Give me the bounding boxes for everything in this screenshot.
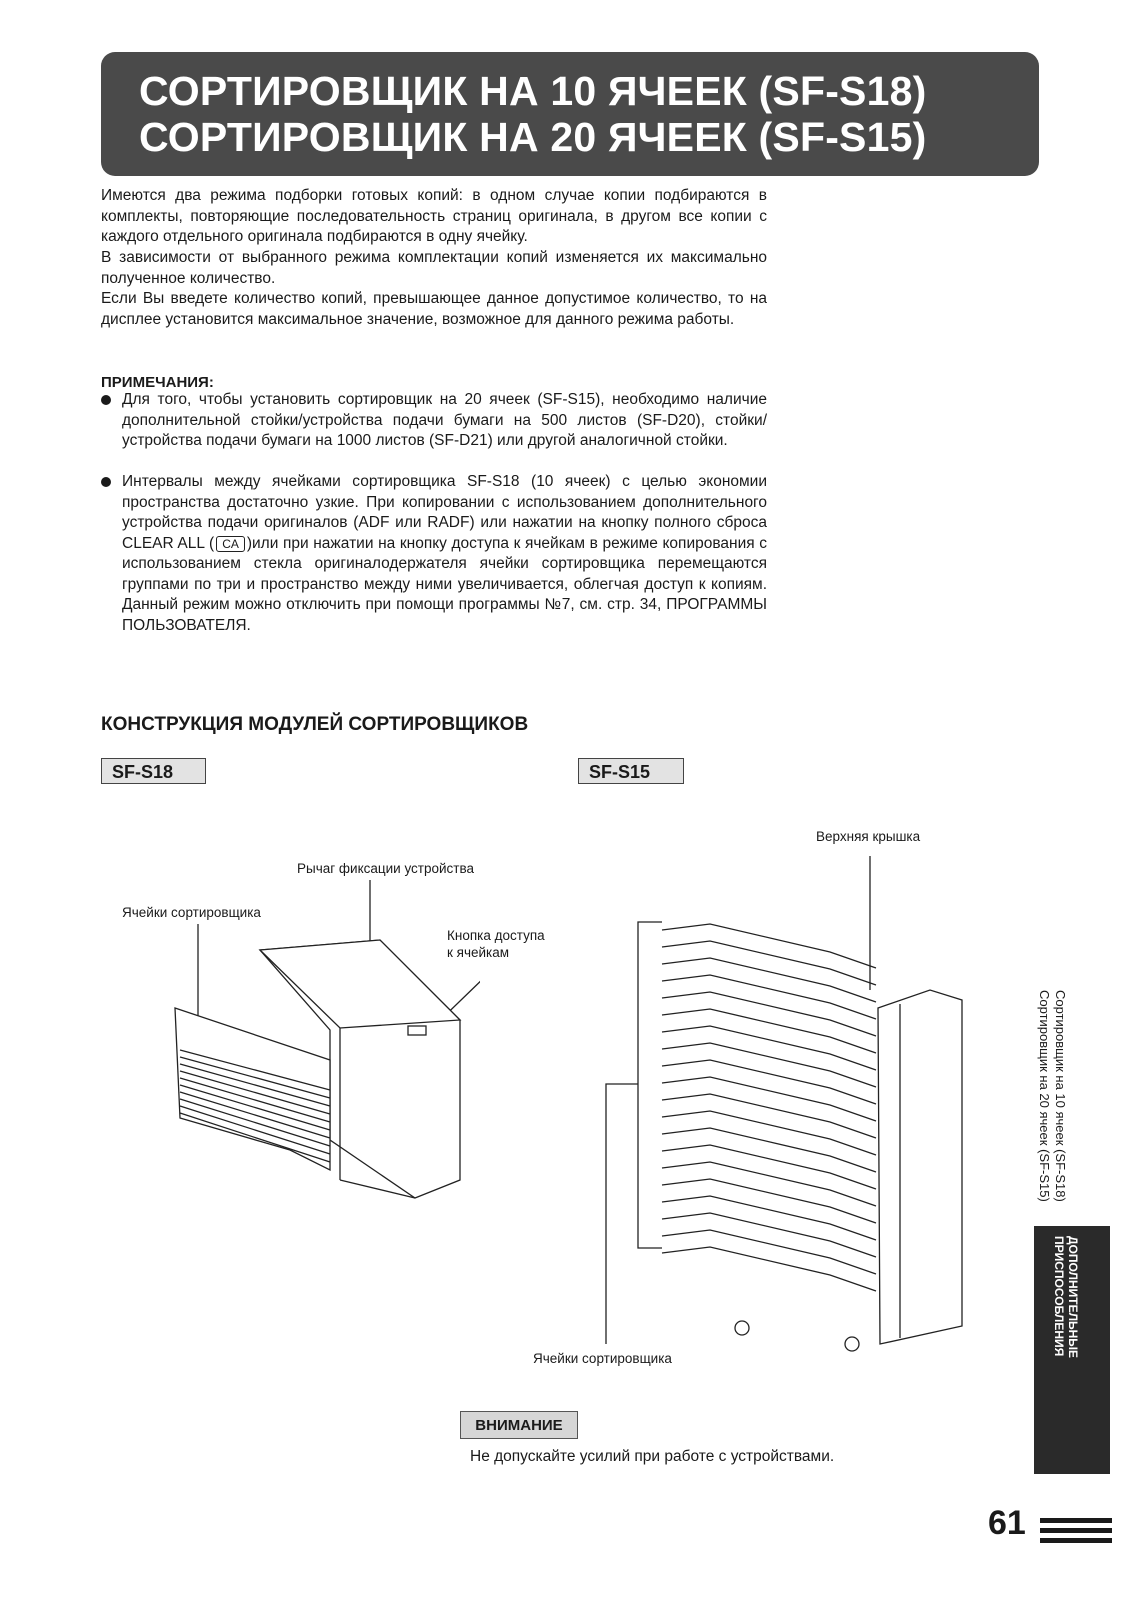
bracket-bins xyxy=(638,922,662,1248)
callout-access-button-1: Кнопка доступа xyxy=(447,928,545,943)
sorter-bin-tray xyxy=(662,1179,876,1223)
page-number-bar xyxy=(1040,1538,1112,1543)
page-number-bar xyxy=(1040,1518,1112,1523)
sorter-bin-tray xyxy=(662,1162,876,1206)
clear-all-key-icon: CA xyxy=(216,536,245,552)
sorter-bin-tray xyxy=(662,1111,876,1155)
warning-label: ВНИМАНИЕ xyxy=(460,1411,578,1439)
sorter-bin-tray xyxy=(662,1009,876,1053)
page-number: 61 xyxy=(988,1504,1026,1542)
access-button xyxy=(408,1026,426,1035)
side-chapter-tab xyxy=(1034,1226,1110,1474)
sorter-sf-s15-illustration xyxy=(600,830,980,1360)
sorter-bin-tray xyxy=(662,1145,876,1189)
title-banner xyxy=(101,52,1039,176)
intro-paragraph-3: Если Вы введете количество копий, превышающее данное допустимое количество, то на дисплее установится максимальное значение, возможное для данного режима работы. xyxy=(101,290,767,328)
side-caption-line-1: Сортировщик на 10 ячеек (SF-S18) xyxy=(1053,990,1068,1202)
sorter-bin-tray xyxy=(662,1128,876,1172)
bullet-icon xyxy=(101,477,111,487)
callout-top-cover: Верхняя крышка xyxy=(816,829,921,844)
side-tab-line-2: ПРИСПОСОБЛЕНИЯ xyxy=(1052,1236,1066,1357)
warning-text: Не допускайте усилий при работе с устройствами. xyxy=(470,1448,835,1465)
sorter-bin-tray xyxy=(662,1213,876,1257)
page-number-bar xyxy=(1040,1528,1112,1533)
title-line-1: СОРТИРОВЩИК НА 10 ЯЧЕЕК (SF-S18) xyxy=(139,68,927,114)
callout-lever: Рычаг фиксации устройства xyxy=(297,861,475,876)
intro-paragraph-1: Имеются два режима подборки готовых копий: в одном случае копии подбираются в комплекты, повторяющие последовательность страниц оригинала, в другом все копии с каждого отдельного оригинала подбираются в одну ячейку. xyxy=(101,187,767,245)
sorter-bin-tray xyxy=(662,1230,876,1274)
sorter-bin-tray xyxy=(662,992,876,1036)
bin-stack xyxy=(175,1008,330,1170)
caster-wheel-icon xyxy=(845,1337,859,1351)
side-caption-line-2: Сортировщик на 20 ячеек (SF-S15) xyxy=(1037,990,1052,1202)
side-tab-text xyxy=(1052,1236,1080,1358)
callout-access-button-2: к ячейкам xyxy=(447,945,510,960)
leader-line-bins-right xyxy=(606,1084,638,1344)
callout-bins-right: Ячейки сортировщика xyxy=(533,1351,672,1366)
side-caption-text xyxy=(1036,990,1068,1202)
title-line-2: СОРТИРОВЩИК НА 20 ЯЧЕЕК (SF-S15) xyxy=(139,114,927,160)
model-label-sf-s18: SF-S18 xyxy=(101,758,206,784)
sorter-bin-tray xyxy=(662,975,876,1019)
note-text-2 xyxy=(122,472,767,636)
sorter-bin-tray xyxy=(662,1196,876,1240)
sorter-bin-tray xyxy=(662,1043,876,1087)
note-text-2-after: )или при нажатии на кнопку доступа к ячейкам в режиме копирования с использованием стекла оригиналодержателя ячейки сортировщика перемещаются группами по три и пространство между ними увеличивается, облегчая доступ к копиям. Данный режим можно отключить при помощи программы №7, см. стр. 34, ПРОГРАММЫ ПОЛЬЗОВАТЕЛЯ. xyxy=(122,534,767,634)
sorter-bin-tray xyxy=(662,958,876,1002)
model-label-sf-s15: SF-S15 xyxy=(578,758,684,784)
sorter-bin-tray xyxy=(662,1247,876,1291)
sorter-bin-tray xyxy=(662,1077,876,1121)
sorter-bin-tray xyxy=(662,941,876,985)
note-item-1 xyxy=(101,390,767,452)
sorter-sf-s18-illustration xyxy=(150,880,480,1220)
note-text-2-before: Интервалы между ячейками сортировщика SF-S18 (10 ячеек) с целью экономии пространства достаточно узкие. При копировании с использованием дополнительного устройства подачи оригиналов (ADF или RADF) или нажатии на кнопку полного сброса CLEAR ALL ( xyxy=(122,473,767,552)
note-text-1: Для того, чтобы установить сортировщик на 20 ячеек (SF-S15), необходимо наличие дополнительной стойки/устройства подачи бумаги на 500 листов (SF-D20), стойки/устройства подачи бумаги на 1000 листов (SF-D21) или другой аналогичной стойки. xyxy=(122,391,767,449)
note-item-2 xyxy=(101,472,767,636)
notes-heading: ПРИМЕЧАНИЯ: xyxy=(101,374,214,391)
sorter-bin-tray xyxy=(662,1060,876,1104)
sorter-bin-tray xyxy=(662,1094,876,1138)
sorter-cabinet xyxy=(878,990,962,1344)
section-heading: КОНСТРУКЦИЯ МОДУЛЕЙ СОРТИРОВЩИКОВ xyxy=(101,714,529,735)
bullet-icon xyxy=(101,395,111,405)
caster-wheel-icon xyxy=(735,1321,749,1335)
sorter-bin-tray xyxy=(662,1026,876,1070)
callout-bins-left: Ячейки сортировщика xyxy=(122,905,261,920)
intro-paragraph-2: В зависимости от выбранного режима комплектации копий изменяется их максимально полученное количество. xyxy=(101,249,767,287)
side-caption xyxy=(1036,990,1070,1220)
sorter-bin-tray xyxy=(662,924,876,968)
side-tab-line-1: ДОПОЛНИТЕЛЬНЫЕ xyxy=(1066,1236,1080,1359)
